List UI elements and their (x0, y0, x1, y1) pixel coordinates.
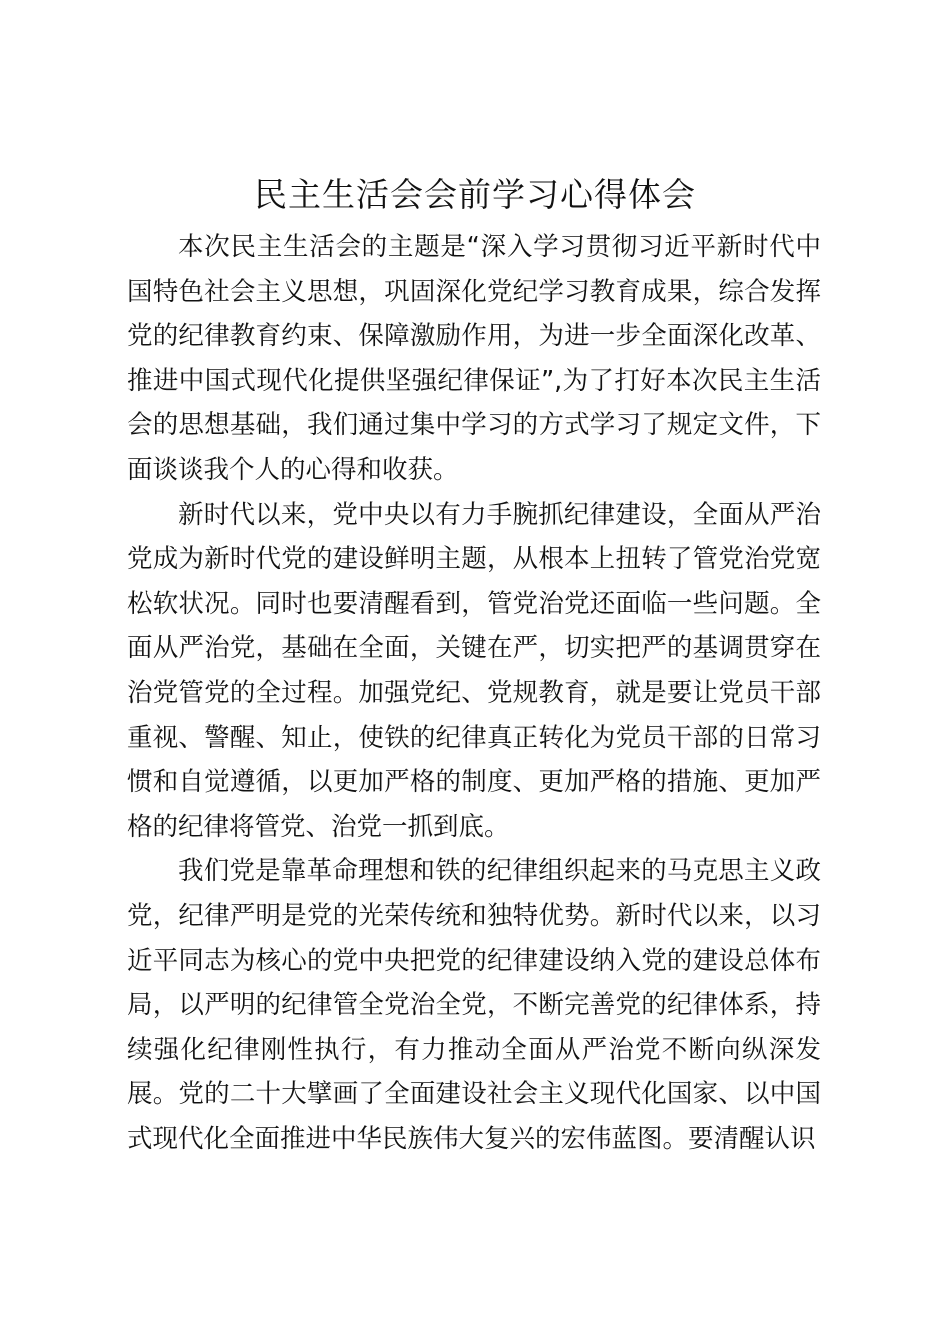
document-body (127, 225, 821, 1161)
paragraph-2: 新时代以来，党中央以有力手腕抓纪律建设，全面从严治党成为新时代党的建设鲜明主题，从根本上扭转了管党治党宽松软状况。同时也要清醒看到，管党治党还面临一些问题。全面从严治党，基础在全面，关键在严，切实把严的基调贯穿在治党管党的全过程。加强党纪、党规教育，就是要让党员干部重视、警醒、知止，使铁的纪律真正转化为党员干部的日常习惯和自觉遵循，以更加严格的制度、更加严格的措施、更加严格的纪律将管党、治党一抓到底。 (127, 499, 821, 842)
paragraph-3: 我们党是靠革命理想和铁的纪律组织起来的马克思主义政党，纪律严明是党的光荣传统和独特优势。新时代以来，以习近平同志为核心的党中央把党的纪律建设纳入党的建设总体布局，以严明的纪律管全党治全党，不断完善党的纪律体系，持续强化纪律刚性执行，有力推动全面从严治党不断向纵深发展。党的二十大擘画了全面建设社会主义现代化国家、以中国式现代化全面推进中华民族伟大复兴的宏伟蓝图。要清醒认识 (127, 856, 821, 1154)
document-title: 民主生活会会前学习心得体会 (254, 175, 696, 214)
paragraph-1: 本次民主生活会的主题是“深入学习贯彻习近平新时代中国特色社会主义思想，巩固深化党纪学习教育成果，综合发挥党的纪律教育约束、保障激励作用，为进一步全面深化改革、推进中国式现代化提供坚强纪律保证”,为了打好本次民主生活会的思想基础，我们通过集中学习的方式学习了规定文件，下面谈谈我个人的心得和收获。 (127, 232, 821, 485)
